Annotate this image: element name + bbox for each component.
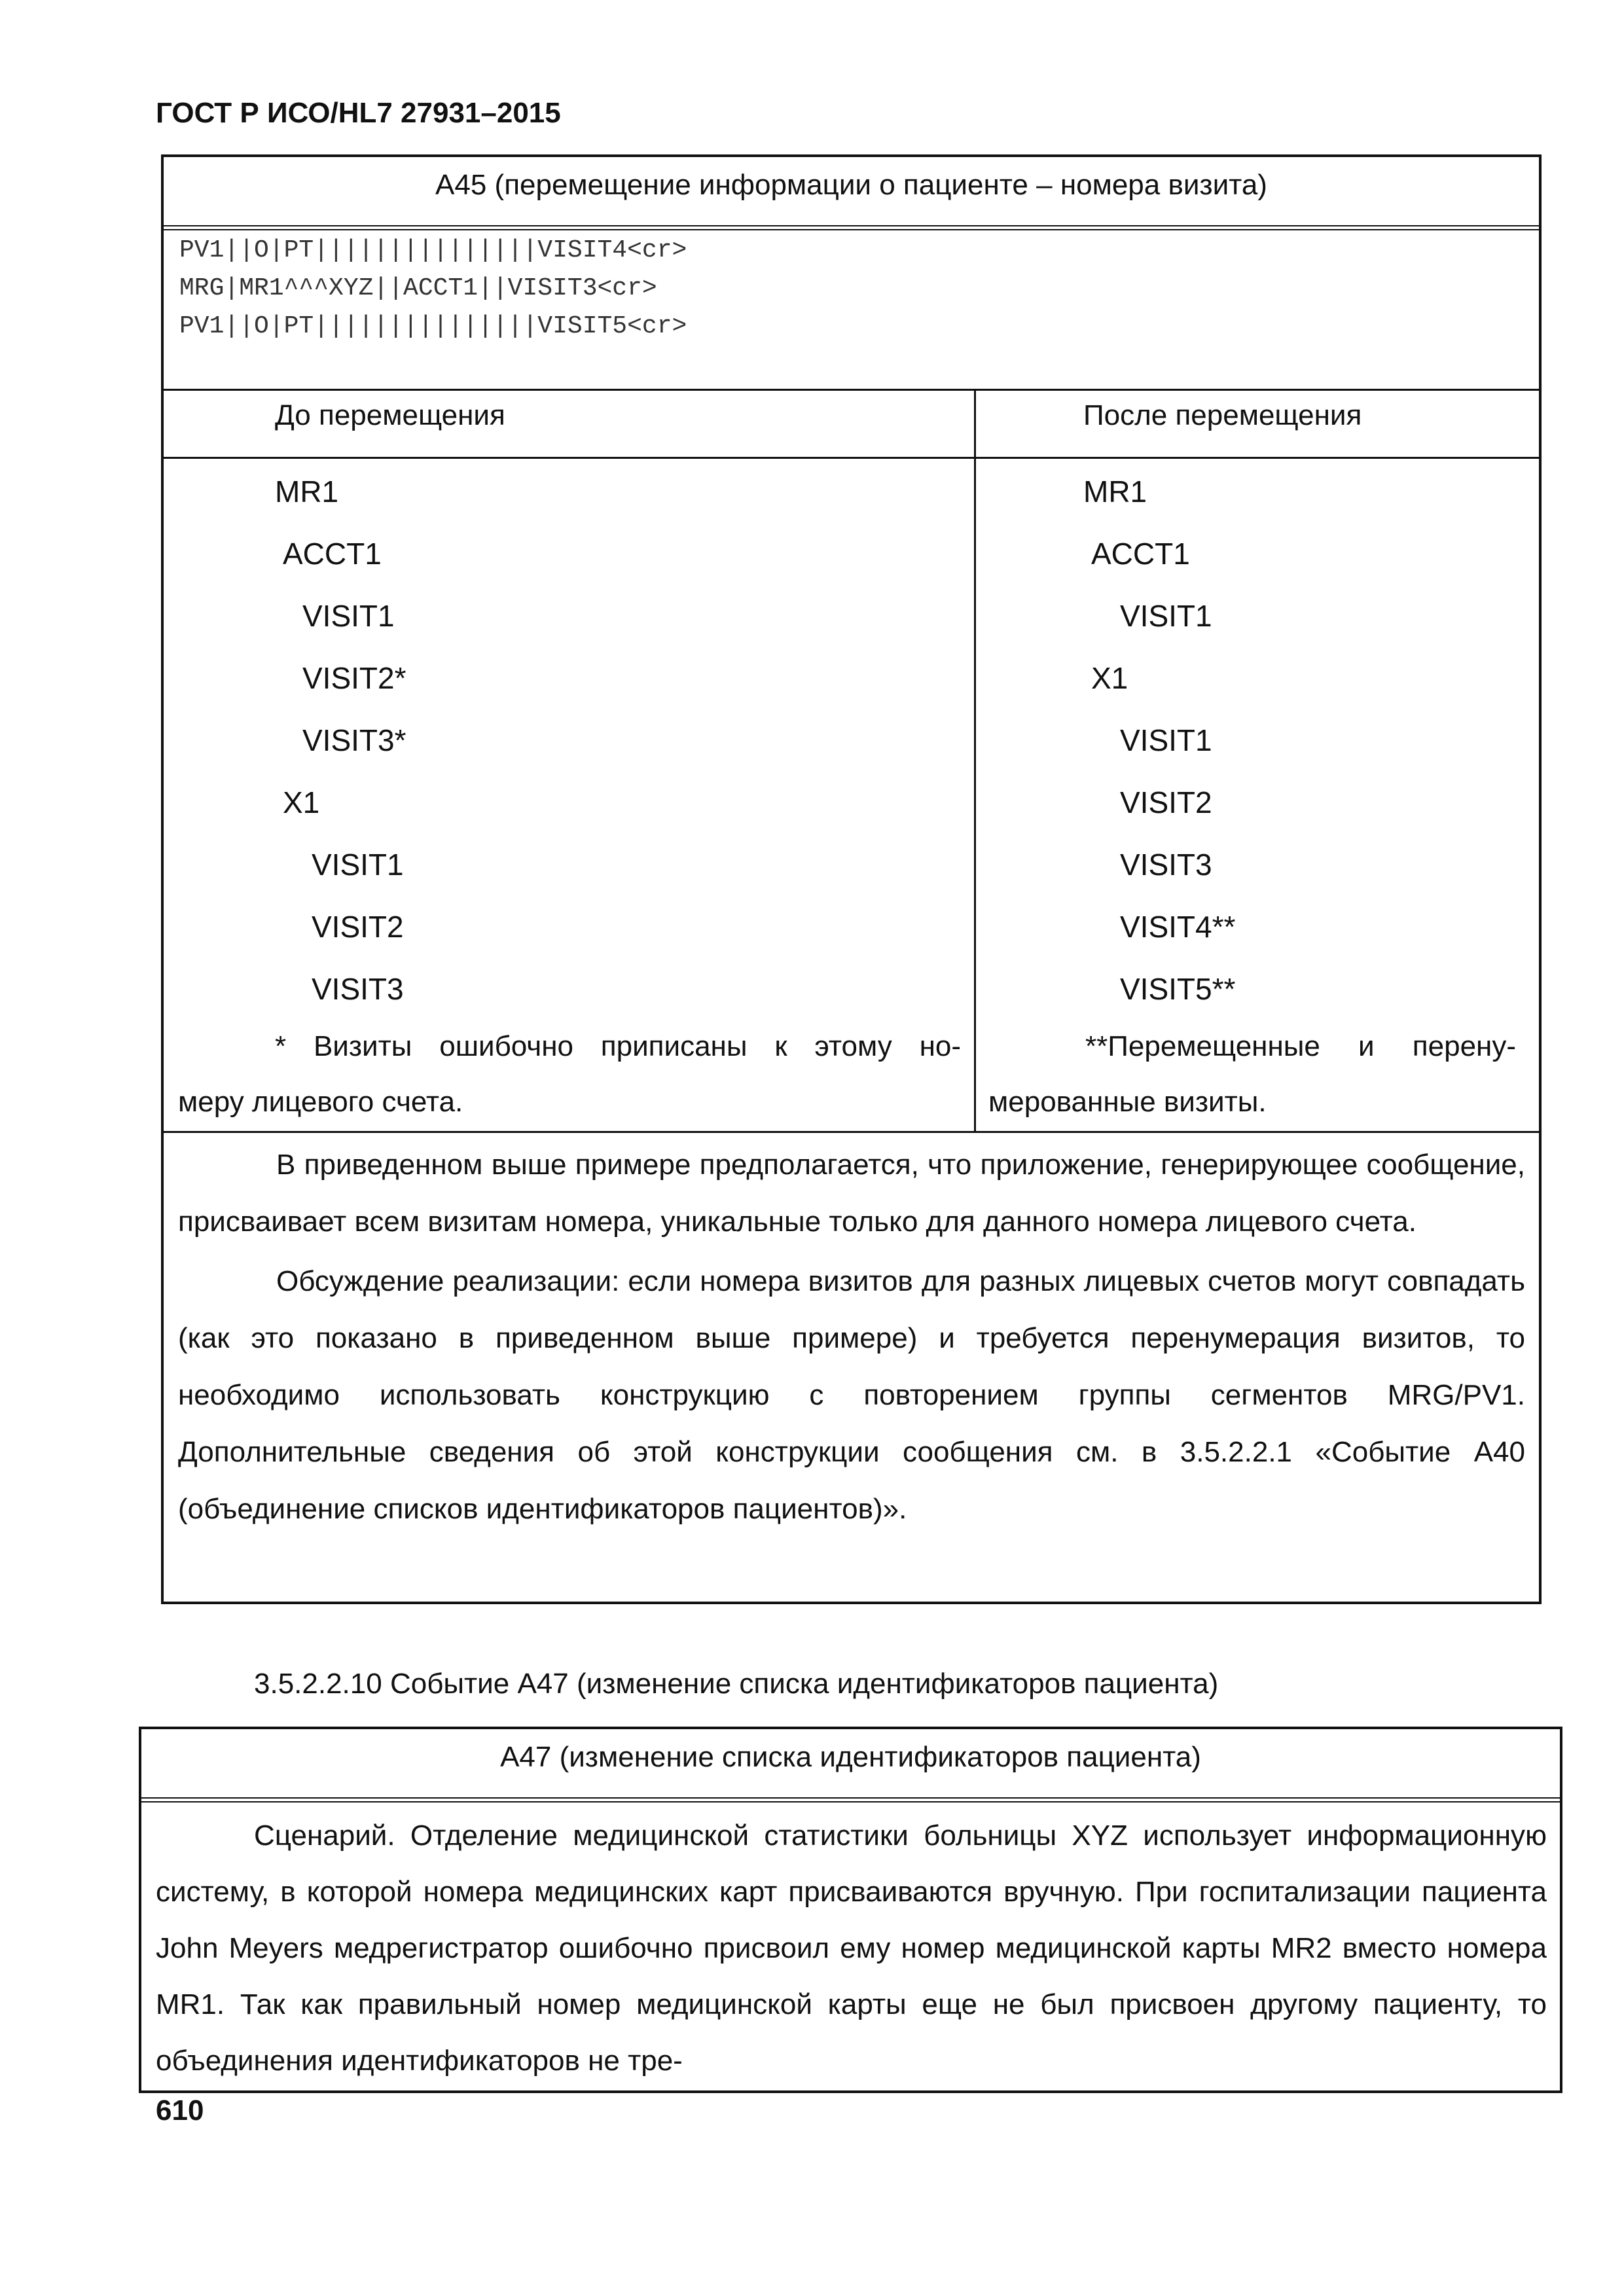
- row-divider: [164, 389, 1539, 391]
- footnote-after: [988, 1018, 1516, 1130]
- table-a47: [139, 1727, 1562, 2093]
- tree-item: VISIT5**: [1120, 972, 1236, 1006]
- tree-item: X1: [283, 785, 320, 819]
- table-a45: [161, 154, 1542, 1604]
- tree-item: ACCT1: [283, 537, 382, 571]
- tree-item: ACCT1: [1091, 537, 1190, 571]
- tree-item: VISIT2: [1120, 785, 1212, 819]
- table-a45-title: А45 (перемещение информации о пациенте – номера визита): [435, 169, 1267, 201]
- double-rule: [164, 225, 1539, 230]
- tree-item: MR1: [275, 475, 339, 509]
- footnote-line: * Визиты ошибочно приписаны к этому но-: [275, 1030, 961, 1062]
- row-divider: [164, 457, 1539, 459]
- tree-item: VISIT1: [302, 599, 395, 633]
- footnote-line: мерованные визиты.: [988, 1086, 1267, 1118]
- tree-item: VISIT4**: [1120, 910, 1236, 944]
- paragraph: В приведенном выше примере предполагается, что приложение, генерирующее сообщение, присваивает всем визитам номера, уникальные только для данного номера лицевого счета.: [178, 1149, 1525, 1238]
- code-line: MRG|MR1^^^XYZ||ACCT1||VISIT3<cr>: [179, 274, 657, 302]
- tree-item: VISIT1: [312, 848, 404, 882]
- tree-item: X1: [1091, 661, 1128, 695]
- code-line: PV1||O|PT|||||||||||||||VISIT5<cr>: [179, 312, 687, 340]
- tree-item: VISIT3*: [302, 723, 406, 757]
- tree-item: VISIT1: [1120, 599, 1212, 633]
- table-a47-title: А47 (изменение списка идентификаторов пациента): [500, 1741, 1201, 1773]
- tree-after: [1083, 461, 1235, 1020]
- table-a45-notes: [178, 1136, 1525, 1537]
- tree-item: MR1: [1083, 475, 1147, 509]
- message-code-block: [179, 232, 687, 346]
- tree-item: VISIT1: [1120, 723, 1212, 757]
- footnote-line: меру лицевого счета.: [178, 1086, 463, 1118]
- tree-item: VISIT3: [1120, 848, 1212, 882]
- tree-item: VISIT3: [312, 972, 404, 1006]
- column-divider: [974, 389, 976, 1131]
- section-heading: 3.5.2.2.10 Событие А47 (изменение списка идентификаторов пациента): [254, 1668, 1219, 1700]
- tree-item: VISIT2: [312, 910, 404, 944]
- row-divider: [164, 1131, 1539, 1133]
- document-header: ГОСТ Р ИСО/HL7 27931–2015: [156, 97, 561, 129]
- paragraph: Сценарий. Отделение медицинской статистики больницы XYZ использует информационную систему, в которой номера медицинских карт присваиваются вручную. При госпитализации пациента John Meyers медрегистратор ошибочно присвоил ему номер медицинской карты MR2 вместо номера MR1. Так как правильный номер медицинской карты еще не был присвоен другому пациенту, то объединения идентификаторов не тре-: [156, 1820, 1547, 2077]
- column-header-before: До перемещения: [275, 399, 505, 431]
- page-number: 610: [156, 2094, 204, 2126]
- tree-before: [275, 461, 406, 1020]
- double-rule: [141, 1797, 1560, 1803]
- column-header-after: После перемещения: [1083, 399, 1362, 431]
- footnote-before: [178, 1018, 961, 1130]
- footnote-line: **Перемещенные и перену-: [1085, 1030, 1516, 1062]
- table-a47-body: [156, 1808, 1547, 2089]
- code-line: PV1||O|PT|||||||||||||||VISIT4<cr>: [179, 236, 687, 264]
- tree-item: VISIT2*: [302, 661, 406, 695]
- paragraph: Обсуждение реализации: если номера визитов для разных лицевых счетов могут совпадать (как это показано в приведенном выше примере) и требуется перенумерация визитов, то необходимо использовать конструкцию с повторением группы сегментов MRG/PV1. Дополнительные сведения об этой конструкции сообщения см. в 3.5.2.2.1 «Событие А40 (объединение списков идентификаторов пациентов)».: [178, 1265, 1525, 1525]
